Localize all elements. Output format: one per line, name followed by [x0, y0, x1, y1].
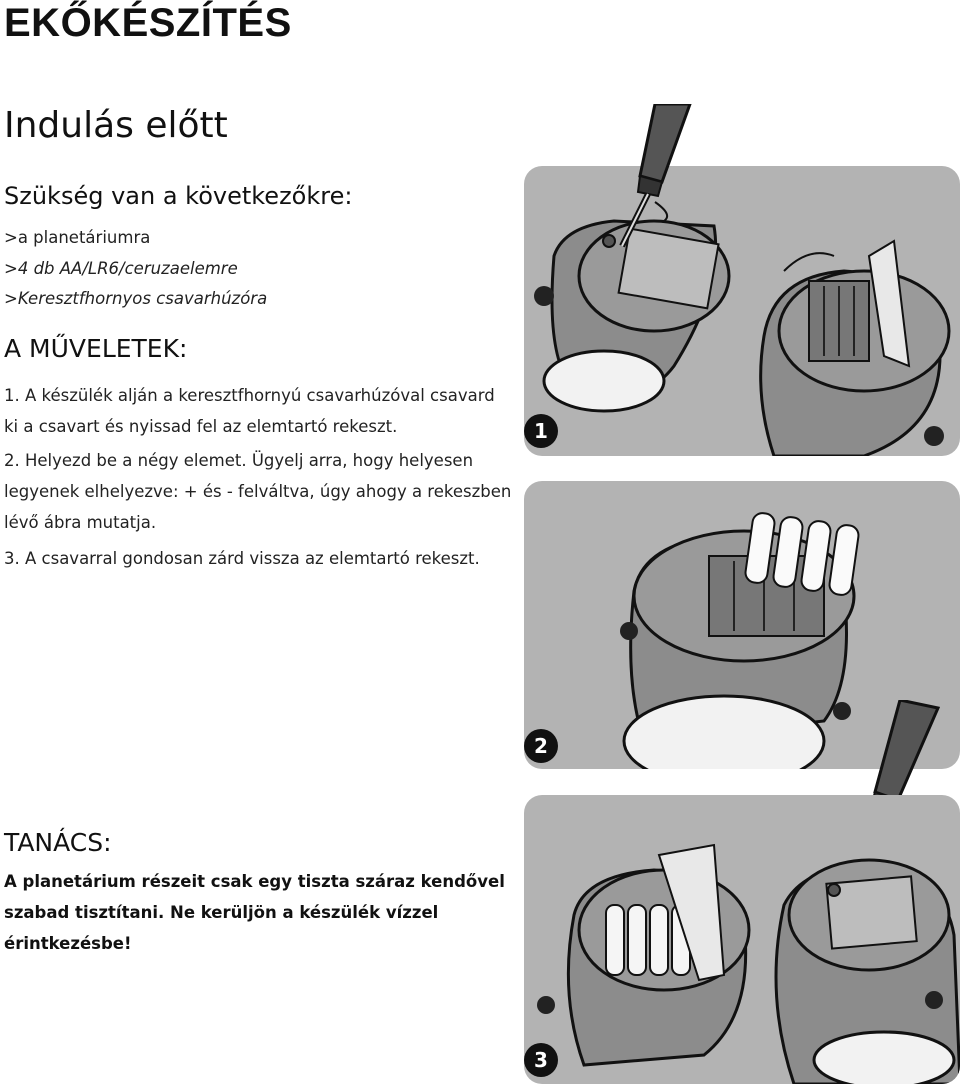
needs-item-planetarium: >a planetáriumra [4, 228, 151, 247]
section-title: Indulás előtt [4, 105, 228, 146]
tip-text: A planetárium részeit csak egy tiszta száraz kendővel szabad tisztítani. Ne kerüljön a készülék vízzel érintkezésbe! [4, 872, 505, 953]
step-2: 2. Helyezd be a négy elemet. Ügyelj arra, hogy helyesen legyenek elhelyezve: + és - felváltva, úgy ahogy a rekeszben lévő ábra mutatja. [4, 451, 512, 532]
step-1-badge [524, 414, 558, 448]
step-1-badge-number: 1 [534, 419, 548, 443]
needs-item-batteries: >4 db AA/LR6/ceruzaelemre [4, 259, 238, 278]
tip-heading: TANÁCS: [4, 828, 112, 857]
step-2-badge [524, 729, 558, 763]
screwdriver-icon [600, 104, 710, 254]
needs-heading: Szükség van a következőkre: [4, 182, 353, 210]
page-title: EKŐKÉSZÍTÉS [4, 1, 292, 45]
figure-1-open-compartment [524, 166, 960, 456]
operations-heading: A MŰVELETEK: [4, 334, 188, 363]
needs-item-screwdriver: >Keresztfhornyos csavarhúzóra [4, 289, 268, 308]
step-3-badge-number: 3 [534, 1048, 548, 1072]
batteries-icon [744, 503, 864, 603]
step-1: 1. A készülék alján a keresztfhornyú csavarhúzóval csavard ki a csavart és nyissad fel az elemtartó rekeszt. [4, 386, 495, 436]
step-2-badge-number: 2 [534, 734, 548, 758]
step-3: 3. A csavarral gondosan zárd vissza az elemtartó rekeszt. [4, 549, 480, 568]
figure-3-close-compartment [524, 795, 960, 1084]
step-3-badge [524, 1043, 558, 1077]
